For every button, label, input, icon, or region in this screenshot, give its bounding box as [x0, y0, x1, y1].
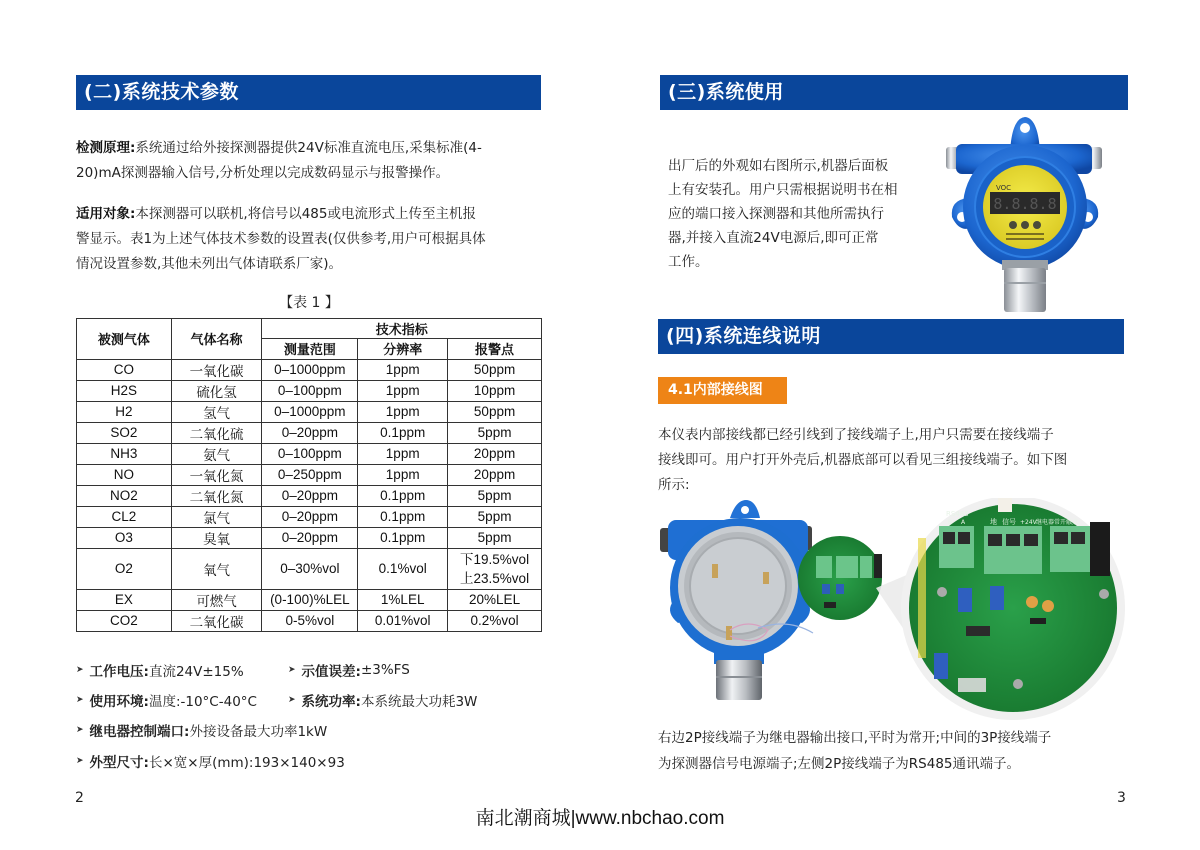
spec-label: 示值误差: [301, 664, 361, 680]
cell-name: 氢气 [171, 401, 262, 422]
applicable-text-2: 警显示。表1为上述气体技术参数的设置表(仅供参考,用户可根据具体 [76, 231, 486, 247]
table-row [77, 589, 542, 610]
bullet-arrow-icon: ➤ [76, 725, 84, 735]
cell-range: 0–250ppm [262, 464, 358, 485]
alarm-lower: 下19.5%vol [460, 551, 530, 567]
section-title-tech-params: (二)系统技术参数 [76, 75, 541, 110]
pcb-a-label: A [961, 519, 966, 526]
header-tech: 技术指标 [262, 319, 542, 339]
cell-gas: H2S [77, 380, 172, 401]
cell-range: 0–1000ppm [262, 401, 358, 422]
spec-item-error [288, 660, 410, 680]
spec-value: 直流24V±15% [148, 664, 244, 680]
pcb-b-label: B [948, 519, 953, 526]
cell-alarm: 50ppm [448, 359, 542, 380]
cell-name: 氧气 [171, 548, 262, 589]
spec-value: ±3%FS [360, 662, 410, 678]
detection-principle-paragraph [76, 136, 546, 186]
cell-range: 0-5%vol [262, 610, 358, 631]
table-caption: 【表 1 】 [279, 295, 339, 311]
cell-resolution: 1%LEL [358, 589, 448, 610]
cell-alarm: 0.2%vol [448, 610, 542, 631]
cell-gas: NH3 [77, 443, 172, 464]
cell-name: 二氧化碳 [171, 610, 262, 631]
cell-range: 0–30%vol [262, 548, 358, 589]
footer-watermark: 南北潮商城|www.nbchao.com [475, 808, 725, 829]
cell-name: 氯气 [171, 506, 262, 527]
cell-gas: NO [77, 464, 172, 485]
cell-range: 0–20ppm [262, 527, 358, 548]
detection-principle-label: 检测原理: [76, 140, 136, 156]
spec-value: 外接设备最大功率1kW [189, 724, 328, 740]
terminal-paragraph [658, 725, 1133, 777]
alarm-upper: 上23.5%vol [460, 570, 530, 586]
usage-line: 器,并接入直流24V电源后,即可正常 [668, 230, 879, 246]
cell-resolution: 1ppm [358, 359, 448, 380]
table-row [77, 464, 542, 485]
header-gas: 被测气体 [77, 319, 172, 360]
cell-range: (0-100)%LEL [262, 589, 358, 610]
cell-gas: EX [77, 589, 172, 610]
bullet-arrow-icon: ➤ [76, 665, 84, 675]
cell-gas: O2 [77, 548, 172, 589]
cell-name: 一氧化碳 [171, 359, 262, 380]
cell-range: 0–20ppm [262, 422, 358, 443]
table-row [77, 485, 542, 506]
spec-value: 温度:-10°C-40°C [148, 694, 257, 710]
device-label: VOC [996, 184, 1012, 192]
spec-label: 外型尺寸: [89, 755, 149, 771]
cell-alarm: 5ppm [448, 485, 542, 506]
wiring-line: 所示: [658, 477, 690, 493]
usage-line: 工作。 [668, 254, 709, 270]
spec-item-dimensions [76, 751, 345, 771]
spec-item-environment [76, 690, 257, 710]
pcb-ground-label: 地 [990, 518, 997, 526]
cell-resolution: 0.1ppm [358, 485, 448, 506]
cell-resolution: 1ppm [358, 401, 448, 422]
cell-name: 二氧化氮 [171, 485, 262, 506]
section-title-wiring: (四)系统连线说明 [658, 319, 1124, 354]
cell-range: 0–20ppm [262, 485, 358, 506]
cell-name: 一氧化氮 [171, 464, 262, 485]
wiring-line: 本仪表内部接线都已经引线到了接线端子上,用户只需要在接线端子 [658, 427, 1054, 443]
pcb-rs485-label: RS485 [946, 510, 969, 518]
gas-detector-image [940, 112, 1110, 314]
spec-value: 长×宽×厚(mm):193×140×93 [148, 755, 345, 771]
header-alarm: 报警点 [448, 339, 542, 359]
cell-gas: NO2 [77, 485, 172, 506]
bullet-arrow-icon: ➤ [76, 695, 84, 705]
spec-label: 工作电压: [89, 664, 149, 680]
header-name: 气体名称 [171, 319, 262, 360]
usage-paragraph [668, 154, 938, 274]
table-row [77, 401, 542, 422]
table-row [77, 359, 542, 380]
cell-alarm: 50ppm [448, 401, 542, 422]
cell-resolution: 1ppm [358, 464, 448, 485]
spec-item-power [288, 690, 477, 710]
cell-resolution: 0.1ppm [358, 422, 448, 443]
applicable-paragraph [76, 202, 546, 277]
cell-alarm: 5ppm [448, 506, 542, 527]
cell-resolution: 0.01%vol [358, 610, 448, 631]
section-title-usage: (三)系统使用 [660, 75, 1128, 110]
wiring-line: 接线即可。用户打开外壳后,机器底部可以看见三组接线端子。如下图 [658, 452, 1068, 468]
table-row [77, 610, 542, 631]
cell-alarm [448, 548, 542, 589]
table-row [77, 443, 542, 464]
terminal-line: 右边2P接线端子为继电器输出接口,平时为常开;中间的3P接线端子 [658, 730, 1052, 746]
cell-gas: CL2 [77, 506, 172, 527]
cell-range: 0–1000ppm [262, 359, 358, 380]
gas-spec-table [76, 318, 542, 632]
cell-resolution: 0.1ppm [358, 506, 448, 527]
cell-name: 硫化氢 [171, 380, 262, 401]
table-row [77, 548, 542, 589]
cell-name: 二氧化硫 [171, 422, 262, 443]
cell-range: 0–100ppm [262, 443, 358, 464]
cell-gas: CO [77, 359, 172, 380]
cell-resolution: 1ppm [358, 443, 448, 464]
pcb-relay-label: 继电器常开触点 [1036, 519, 1079, 526]
cell-gas: SO2 [77, 422, 172, 443]
page-number-right: 3 [1117, 790, 1126, 806]
subsection-tag-internal-wiring: 4.1内部接线图 [658, 377, 787, 404]
header-range: 测量范围 [262, 339, 358, 359]
opened-device-image [658, 498, 1133, 720]
cell-gas: CO2 [77, 610, 172, 631]
bullet-arrow-icon: ➤ [288, 695, 296, 705]
bullet-arrow-icon: ➤ [76, 756, 84, 766]
pcb-signal-label: 信号 [1002, 518, 1016, 526]
cell-range: 0–100ppm [262, 380, 358, 401]
cell-alarm: 10ppm [448, 380, 542, 401]
usage-line: 应的端口接入探测器和其他所需执行 [668, 206, 884, 222]
spec-item-relay [76, 720, 327, 740]
terminal-line: 为探测器信号电源端子;左侧2P接线端子为RS485通讯端子。 [658, 756, 1020, 772]
cell-alarm: 20%LEL [448, 589, 542, 610]
header-resolution: 分辨率 [358, 339, 448, 359]
table-row [77, 506, 542, 527]
spec-label: 系统功率: [301, 694, 361, 710]
cell-resolution: 1ppm [358, 380, 448, 401]
device-display: 8.8.8.8 [993, 195, 1057, 213]
pcb-power-label: +24V [1020, 519, 1037, 526]
bullet-arrow-icon: ➤ [288, 665, 296, 675]
cell-alarm: 5ppm [448, 527, 542, 548]
cell-name: 氨气 [171, 443, 262, 464]
table-row [77, 422, 542, 443]
spec-label: 使用环境: [89, 694, 149, 710]
usage-line: 出厂后的外观如右图所示,机器后面板 [668, 158, 889, 174]
table-row [77, 527, 542, 548]
cell-gas: H2 [77, 401, 172, 422]
cell-alarm: 20ppm [448, 443, 542, 464]
detection-principle-text-2: 20)mA探测器输入信号,分析处理以完成数码显示与报警操作。 [76, 165, 450, 181]
cell-resolution: 0.1%vol [358, 548, 448, 589]
usage-line: 上有安装孔。用户只需根据说明书在相 [668, 182, 898, 198]
cell-range: 0–20ppm [262, 506, 358, 527]
page-number-left: 2 [75, 790, 84, 806]
spec-label: 继电器控制端口: [89, 724, 190, 740]
cell-gas: O3 [77, 527, 172, 548]
cell-name: 臭氧 [171, 527, 262, 548]
table-row [77, 380, 542, 401]
spec-value: 本系统最大功耗3W [360, 694, 478, 710]
applicable-text-3: 情况设置参数,其他未列出气体请联系厂家)。 [76, 256, 343, 272]
cell-name: 可燃气 [171, 589, 262, 610]
wiring-paragraph [658, 423, 1133, 498]
detection-principle-text-1: 系统通过给外接探测器提供24V标准直流电压,采集标准(4- [135, 140, 482, 156]
applicable-text-1: 本探测器可以联机,将信号以485或电流形式上传至主机报 [135, 206, 476, 222]
cell-alarm: 5ppm [448, 422, 542, 443]
cell-alarm: 20ppm [448, 464, 542, 485]
cell-resolution: 0.1ppm [358, 527, 448, 548]
applicable-label: 适用对象: [76, 206, 136, 222]
spec-item-voltage [76, 660, 244, 680]
